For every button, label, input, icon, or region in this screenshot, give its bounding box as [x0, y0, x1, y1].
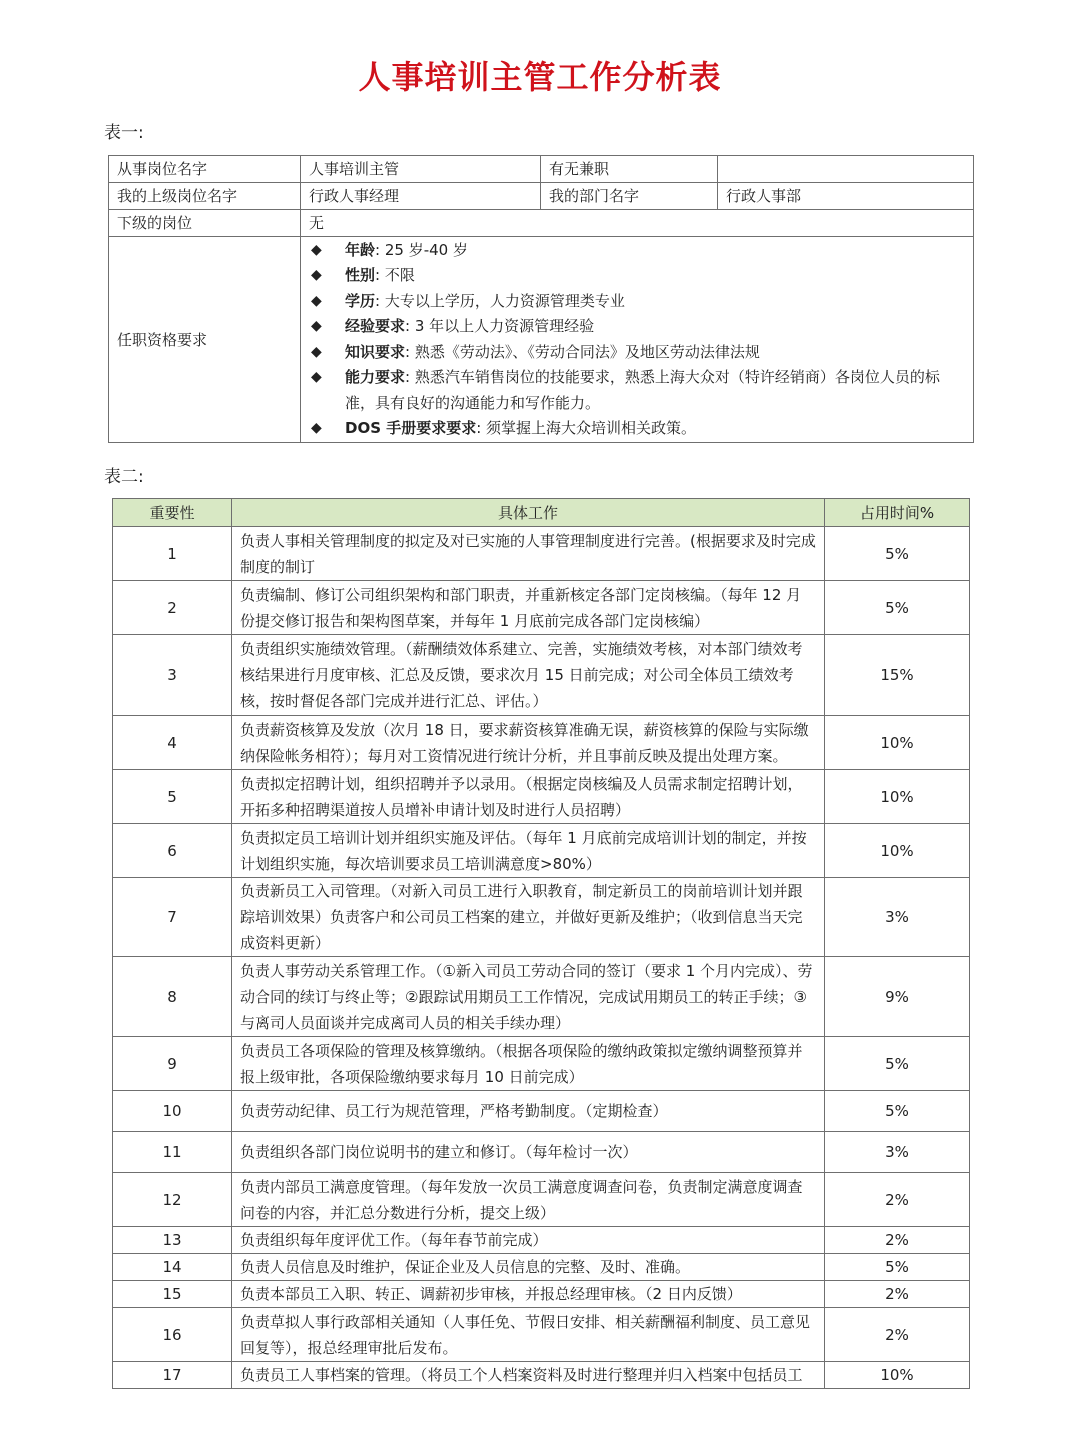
- qualification-key: 知识要求: [345, 342, 406, 361]
- qualification-value: : 大专以上学历，人力资源管理类专业: [375, 291, 625, 310]
- table-row: [113, 878, 970, 957]
- work-cell: 负责员工人事档案的管理。（将员工个人档案资料及时进行整理并归入档案中包括员工: [232, 1362, 825, 1389]
- work-cell: 负责人员信息及时维护，保证企业及人员信息的完整、及时、准确。: [232, 1254, 825, 1281]
- importance-cell: 6: [113, 824, 232, 878]
- qualification-value: : 不限: [375, 266, 415, 284]
- time-cell: 10%: [825, 770, 970, 824]
- diamond-bullet-icon: ◆: [311, 318, 322, 334]
- importance-cell: 7: [113, 878, 232, 957]
- qualification-key: 经验要求: [345, 317, 406, 335]
- work-cell: 负责拟定员工培训计划并组织实施及评估。（每年 1 月底前完成培训计划的制定，并按计划组织实施，每次培训要求员工培训满意度>80%）: [232, 824, 825, 878]
- time-cell: 2%: [825, 1173, 970, 1227]
- supervisor-position-value: 行政人事经理: [301, 183, 541, 210]
- importance-cell: 9: [113, 1037, 232, 1091]
- qualification-item: [309, 365, 965, 416]
- importance-cell: 16: [113, 1308, 232, 1362]
- time-cell: 5%: [825, 581, 970, 635]
- part-time-value: [718, 156, 974, 183]
- table-row: [113, 770, 970, 824]
- qualification-item: [309, 340, 965, 366]
- work-cell: 负责组织实施绩效管理。（薪酬绩效体系建立、完善，实施绩效考核，对本部门绩效考核结果进行月度审核、汇总及反馈，要求次月 15 日前完成；对公司全体员工绩效考核，按时督促各部门完成并进行汇总、评估。）: [232, 635, 825, 716]
- time-cell: 10%: [825, 1362, 970, 1389]
- work-cell: 负责组织每年度评优工作。（每年春节前完成）: [232, 1227, 825, 1254]
- qualification-item: [309, 263, 965, 289]
- qualification-item: [309, 289, 965, 315]
- work-cell: 负责组织各部门岗位说明书的建立和修订。（每年检讨一次）: [232, 1132, 825, 1173]
- department-name-value: 行政人事部: [718, 183, 974, 210]
- table-row: [113, 824, 970, 878]
- diamond-bullet-icon: ◆: [311, 267, 322, 283]
- work-cell: 负责人事相关管理制度的拟定及对已实施的人事管理制度进行完善。(根据要求及时完成制度的制订: [232, 527, 825, 581]
- importance-cell: 13: [113, 1227, 232, 1254]
- duties-header-row: [113, 499, 970, 527]
- table-row: [113, 1132, 970, 1173]
- time-cell: 5%: [825, 1091, 970, 1132]
- diamond-bullet-icon: ◆: [311, 369, 322, 385]
- qualifications-row: [109, 237, 974, 443]
- table-row: [113, 1227, 970, 1254]
- qualifications-label: 任职资格要求: [109, 237, 301, 443]
- table-row: [113, 1308, 970, 1362]
- qualifications-list: [309, 238, 965, 442]
- importance-cell: 11: [113, 1132, 232, 1173]
- diamond-bullet-icon: ◆: [311, 241, 322, 258]
- position-name-label: 从事岗位名字: [109, 156, 301, 183]
- importance-cell: 2: [113, 581, 232, 635]
- time-cell: 3%: [825, 1132, 970, 1173]
- table-row: [113, 1281, 970, 1308]
- time-cell: 2%: [825, 1227, 970, 1254]
- work-cell: 负责新员工入司管理。（对新入司员工进行入职教育，制定新员工的岗前培训计划并跟踪培训效果）负责客户和公司员工档案的建立，并做好更新及维护；（收到信息当天完成资料更新）: [232, 878, 825, 957]
- table-row: [113, 581, 970, 635]
- qualification-item: [309, 314, 965, 340]
- qualification-value: : 须掌握上海大众培训相关政策。: [476, 419, 697, 437]
- position-name-value: 人事培训主管: [301, 156, 541, 183]
- importance-cell: 3: [113, 635, 232, 716]
- importance-cell: 17: [113, 1362, 232, 1389]
- work-header: 具体工作: [232, 499, 825, 527]
- work-cell: 负责劳动纪律、员工行为规范管理，严格考勤制度。（定期检查）: [232, 1091, 825, 1132]
- qualification-item: [309, 416, 965, 442]
- job-info-row: [109, 210, 974, 237]
- job-info-table: [108, 155, 974, 443]
- qualification-key: 年龄: [345, 240, 376, 259]
- work-cell: 负责员工各项保险的管理及核算缴纳。（根据各项保险的缴纳政策拟定缴纳调整预算并报上级审批，各项保险缴纳要求每月 10 日前完成）: [232, 1037, 825, 1091]
- qualifications-cell: [301, 237, 974, 443]
- department-name-label: 我的部门名字: [541, 183, 718, 210]
- work-cell: 负责薪资核算及发放（次月 18 日，要求薪资核算准确无误，薪资核算的保险与实际缴纳保险帐务相符）；每月对工资情况进行统计分析，并且事前反映及提出处理方案。: [232, 716, 825, 770]
- time-cell: 5%: [825, 1037, 970, 1091]
- importance-cell: 5: [113, 770, 232, 824]
- time-cell: 5%: [825, 527, 970, 581]
- importance-cell: 4: [113, 716, 232, 770]
- qualification-value: : 3 年以上人力资源管理经验: [405, 317, 595, 335]
- table-row: [113, 1362, 970, 1389]
- subordinate-position-value: 无: [301, 210, 974, 237]
- table2-label: 表二:: [104, 467, 144, 487]
- qualification-value: : 熟悉汽车销售岗位的技能要求，熟悉上海大众对（特许经销商）各岗位人员的标准，具有良好的沟通能力和写作能力。: [345, 368, 940, 412]
- diamond-bullet-icon: ◆: [311, 343, 322, 360]
- qualification-value: : 熟悉《劳动法》、《劳动合同法》及地区劳动法律法规: [405, 342, 760, 361]
- work-cell: 负责内部员工满意度管理。（每年发放一次员工满意度调查问卷，负责制定满意度调查问卷的内容，并汇总分数进行分析，提交上级）: [232, 1173, 825, 1227]
- work-cell: 负责本部员工入职、转正、调薪初步审核，并报总经理审核。（2 日内反馈）: [232, 1281, 825, 1308]
- table-row: [113, 1037, 970, 1091]
- table1-label: 表一:: [104, 123, 144, 143]
- qualification-key: DOS 手册要求要求: [345, 419, 477, 437]
- importance-header: 重要性: [113, 499, 232, 527]
- table-row: [113, 957, 970, 1037]
- time-cell: 2%: [825, 1308, 970, 1362]
- importance-cell: 14: [113, 1254, 232, 1281]
- time-header: 占用时间%: [825, 499, 970, 527]
- work-cell: 负责拟定招聘计划，组织招聘并予以录用。（根据定岗核编及人员需求制定招聘计划，开拓多种招聘渠道按人员增补申请计划及时进行人员招聘）: [232, 770, 825, 824]
- work-cell: 负责人事劳动关系管理工作。（①新入司员工劳动合同的签订（要求 1 个月内完成）、劳动合同的续订与终止等；②跟踪试用期员工工作情况，完成试用期员工的转正手续；③与离司人员面谈并完成离司人员的相关手续办理）: [232, 957, 825, 1037]
- job-info-row: [109, 183, 974, 210]
- part-time-label: 有无兼职: [541, 156, 718, 183]
- time-cell: 3%: [825, 878, 970, 957]
- table-row: [113, 1254, 970, 1281]
- importance-cell: 10: [113, 1091, 232, 1132]
- duties-table: [112, 498, 970, 1389]
- diamond-bullet-icon: ◆: [311, 292, 322, 309]
- work-cell: 负责编制、修订公司组织架构和部门职责，并重新核定各部门定岗核编。（每年 12 月份提交修订报告和架构图草案，并每年 1 月底前完成各部门定岗核编）: [232, 581, 825, 635]
- job-info-row: [109, 156, 974, 183]
- importance-cell: 15: [113, 1281, 232, 1308]
- importance-cell: 12: [113, 1173, 232, 1227]
- time-cell: 10%: [825, 824, 970, 878]
- table-row: [113, 1173, 970, 1227]
- importance-cell: 8: [113, 957, 232, 1037]
- page-title: 人事培训主管工作分析表: [358, 58, 722, 96]
- qualification-value: : 25 岁-40 岁: [375, 240, 468, 259]
- qualification-key: 学历: [345, 291, 376, 310]
- qualification-key: 性别: [345, 266, 376, 284]
- time-cell: 10%: [825, 716, 970, 770]
- table-row: [113, 1091, 970, 1132]
- supervisor-position-label: 我的上级岗位名字: [109, 183, 301, 210]
- time-cell: 5%: [825, 1254, 970, 1281]
- time-cell: 9%: [825, 957, 970, 1037]
- importance-cell: 1: [113, 527, 232, 581]
- time-cell: 2%: [825, 1281, 970, 1308]
- qualification-item: [309, 238, 965, 264]
- table-row: [113, 716, 970, 770]
- table-row: [113, 635, 970, 716]
- work-cell: 负责草拟人事行政部相关通知（人事任免、节假日安排、相关薪酬福利制度、员工意见回复等），报总经理审批后发布。: [232, 1308, 825, 1362]
- subordinate-position-label: 下级的岗位: [109, 210, 301, 237]
- diamond-bullet-icon: ◆: [311, 420, 322, 436]
- table-row: [113, 527, 970, 581]
- qualification-key: 能力要求: [345, 368, 406, 386]
- time-cell: 15%: [825, 635, 970, 716]
